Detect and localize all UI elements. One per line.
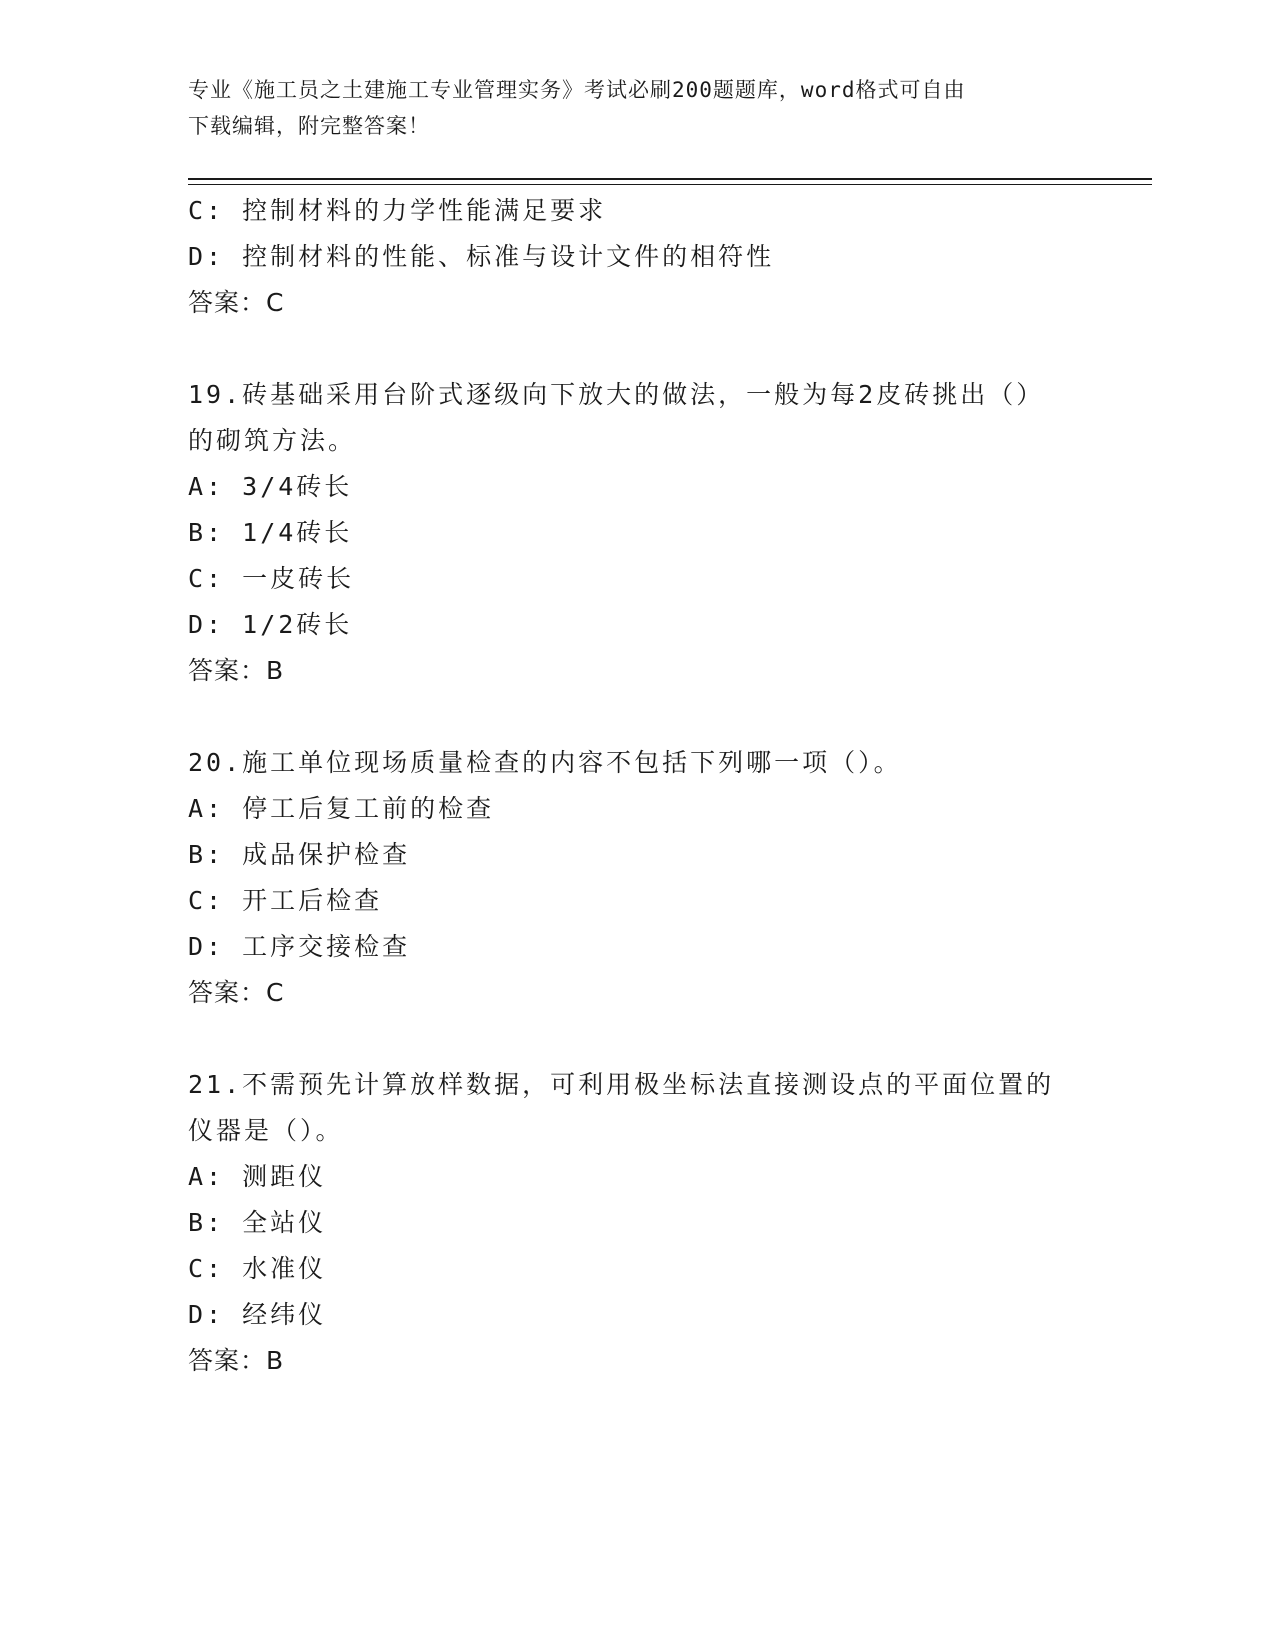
document-header <box>188 72 1068 144</box>
answer: 答案：C <box>188 978 285 1007</box>
question-stem: 的砌筑方法。 <box>188 426 357 455</box>
answer: 答案：B <box>188 656 285 685</box>
option-b: B: 全站仪 <box>188 1208 327 1237</box>
option-d: D: 1/2砖长 <box>188 610 353 639</box>
header-rule-thin <box>188 184 1152 185</box>
question-stem: 仪器是（）。 <box>188 1116 344 1145</box>
option-b: B: 1/4砖长 <box>188 518 353 547</box>
document-body <box>188 188 1088 1384</box>
option-c: C: 控制材料的力学性能满足要求 <box>188 196 607 225</box>
question-stem: 19.砖基础采用台阶式逐级向下放大的做法，一般为每2皮砖挑出（） <box>188 380 1045 409</box>
option-c: C: 一皮砖长 <box>188 564 355 593</box>
option-b: B: 成品保护检查 <box>188 840 411 869</box>
question-stem: 20.施工单位现场质量检查的内容不包括下列哪一项（）。 <box>188 748 902 777</box>
option-a: A: 测距仪 <box>188 1162 327 1191</box>
question-21 <box>188 1062 1088 1384</box>
header-rule-thick <box>188 178 1152 180</box>
option-c: C: 水准仪 <box>188 1254 327 1283</box>
spacer <box>188 1016 1088 1062</box>
option-c: C: 开工后检查 <box>188 886 383 915</box>
question-19 <box>188 372 1088 694</box>
spacer <box>188 694 1088 740</box>
option-d: D: 工序交接检查 <box>188 932 411 961</box>
option-d: D: 经纬仪 <box>188 1300 327 1329</box>
header-line-2: 下载编辑，附完整答案！ <box>188 114 430 138</box>
header-line-1: 专业《施工员之土建施工专业管理实务》考试必刷200题题库，word格式可自由 <box>188 78 966 102</box>
answer: 答案：C <box>188 288 285 317</box>
question-stem: 21.不需预先计算放样数据，可利用极坐标法直接测设点的平面位置的 <box>188 1070 1055 1099</box>
prev-question <box>188 188 1088 326</box>
answer: 答案：B <box>188 1346 285 1375</box>
spacer <box>188 326 1088 372</box>
option-a: A: 停工后复工前的检查 <box>188 794 495 823</box>
option-a: A: 3/4砖长 <box>188 472 353 501</box>
question-20 <box>188 740 1088 1016</box>
option-d: D: 控制材料的性能、标准与设计文件的相符性 <box>188 242 775 271</box>
